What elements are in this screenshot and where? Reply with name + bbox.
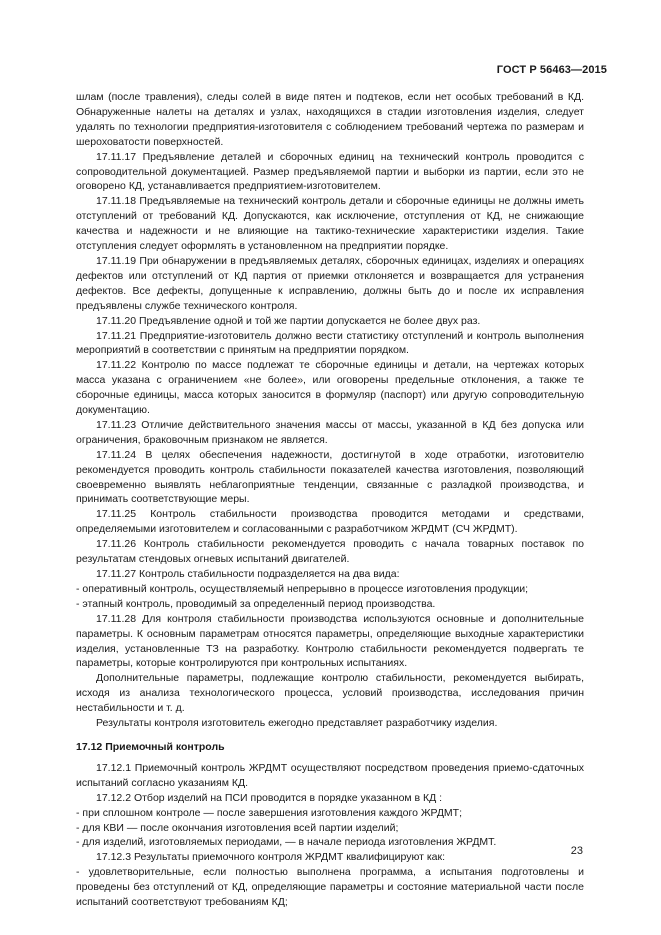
paragraph: 17.12.3 Результаты приемочного контроля ЖРДМТ квалифицируют как: bbox=[96, 851, 445, 864]
paragraph: 17.11.21 Предприятие-изготовитель должно вести статистику отступлений и контроль выполнения мероприятий в соответствии с принятым на предприятии порядком. bbox=[76, 329, 584, 357]
paragraph: 17.12.2 Отбор изделий на ПСИ проводится в порядке указанном в КД : bbox=[96, 791, 443, 804]
list-item: - при сплошном контроле — после завершения изготовления каждого ЖРДМТ; bbox=[76, 806, 463, 819]
paragraph: 17.11.28 Для контроля стабильности производства используются основные и дополнительные параметры. К основным параметрам относятся параметры, определяющие выходные характеристики изделия, установленные ТЗ на разработку. Контролю стабильности рекомендуется подвергать те параметры, которые контролируются при контрольных испытаниях. bbox=[76, 612, 584, 670]
paragraph: Дополнительные параметры, подлежащие контролю стабильности, рекомендуется выбирать, исходя из анализа технологического процесса, условий производства, исследования причин нестабильности и т. д. bbox=[76, 672, 584, 715]
page-number: 23 bbox=[570, 845, 583, 857]
list-item: - удовлетворительные, если полностью выполнена программа, а испытания подготовлены и проведены без отступлений от КД, определяющие параметры и состояние материальной части после испытаний соответствуют требованиям КД; bbox=[76, 866, 584, 909]
paragraph: 17.11.22 Контролю по массе подлежат те сборочные единицы и детали, на чертежах которых масса указана с ограничением «не более», или оговорены предельные отклонения, а также те сборочные единицы, масса которых заносится в формуляр (паспорт) или другую сопроводительную документацию. bbox=[76, 359, 584, 417]
list-item: - для КВИ — после окончания изготовления всей партии изделий; bbox=[76, 821, 399, 834]
paragraph: 17.11.27 Контроль стабильности подразделяется на два вида: bbox=[96, 568, 400, 580]
paragraph: 17.12.1 Приемочный контроль ЖРДМТ осуществляют посредством проведения приемо-сдаточных испытаний согласно указаниям КД. bbox=[76, 761, 584, 789]
list-item: - оперативный контроль, осуществляемый непрерывно в процессе изготовления продукции; bbox=[76, 582, 529, 595]
section-heading: 17.12 Приемочный контроль bbox=[76, 740, 225, 753]
paragraph: 17.11.24 В целях обеспечения надежности, достигнутой в ходе отработки, изготовителю рекомендуется проводить контроль стабильности показателей качества изготовления, позволяющий своевременно выявлять неблагоприятные тенденции, связанные с разладкой производства, и принимать соответствующие меры. bbox=[76, 448, 584, 506]
paragraph: 17.11.18 Предъявляемые на технический контроль детали и сборочные единицы не должны иметь отступлений от требований КД. Допускаются, как исключение, отступления от КД, не снижающие качества и надежности и не влияющие на тактико-технические характеристики изделия. Такие отступления следует оформлять в установленном на предприятии порядке. bbox=[76, 195, 584, 253]
list-item: - для изделий, изготовляемых периодами, — в начале периода изготовления ЖРДМТ. bbox=[76, 836, 497, 849]
paragraph: 17.11.25 Контроль стабильности производства проводится методами и средствами, определяемыми изготовителем и согласованными с разработчиком ЖРДМТ (СЧ ЖРДМТ). bbox=[76, 508, 584, 536]
document-body bbox=[76, 90, 584, 910]
paragraph: 17.11.26 Контроль стабильности рекомендуется проводить с начала товарных поставок по результатам стендовых огневых испытаний двигателей. bbox=[76, 538, 584, 566]
paragraph: Результаты контроля изготовитель ежегодно представляет разработчику изделия. bbox=[96, 717, 498, 730]
paragraph: 17.11.17 Предъявление деталей и сборочных единиц на технический контроль проводится с сопроводительной документацией. Размер предъявляемой партии и выборки из партии, если это не оговорено КД, устанавливается предприятием-изготовителем. bbox=[76, 150, 584, 193]
document-code: ГОСТ Р 56463—2015 bbox=[496, 64, 607, 76]
paragraph: 17.11.20 Предъявление одной и той же партии допускается не более двух раз. bbox=[96, 314, 481, 327]
paragraph: 17.11.19 При обнаружении в предъявляемых деталях, сборочных единицах, изделиях и операциях дефектов или отступлений от КД партия от приемки отклоняется и возвращается для устранения дефектов. Все дефекты, допущенные к исправлению, должны быть до и после их исправления предъявлены службе технического контроля. bbox=[76, 254, 584, 312]
list-item: - этапный контроль, проводимый за определенный период производства. bbox=[76, 597, 436, 610]
paragraph: 17.11.23 Отличие действительного значения массы от массы, указанной в КД без допуска или ограничения, браковочным признаком не является. bbox=[76, 418, 584, 446]
paragraph: шлам (после травления), следы солей в виде пятен и подтеков, если нет особых требований в КД. Обнаруженные налеты на деталях и узлах, находящихся в стадии изготовления изделия, следует удалять по технологии предприятия-изготовителя с соблюдением требований чертежа по размерам и шероховатости поверхностей. bbox=[76, 91, 584, 148]
